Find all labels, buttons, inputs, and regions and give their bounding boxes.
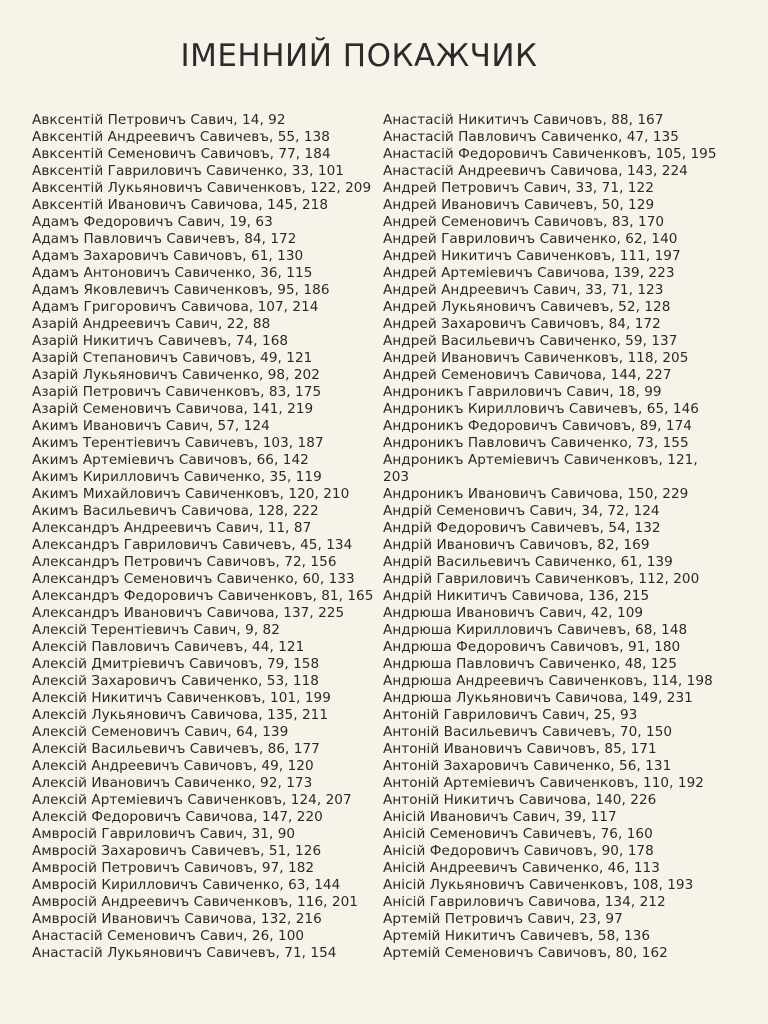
index-entry: Акимъ Михайловичъ Савиченковъ, 120, 210 — [32, 486, 350, 502]
index-entry: Андрюша Павловичъ Савиченко, 48, 125 — [383, 656, 677, 672]
index-entry: Алексій Семеновичъ Савич, 64, 139 — [32, 724, 289, 740]
index-entry: Анастасій Семеновичъ Савич, 26, 100 — [32, 928, 305, 944]
index-entry: Андрей Семеновичъ Савичова, 144, 227 — [383, 367, 672, 383]
index-entry: Андрей Васильевичъ Савиченко, 59, 137 — [383, 333, 678, 349]
index-entry: Амвросій Ивановичъ Савичова, 132, 216 — [32, 911, 322, 927]
index-entry: Андрей Петровичъ Савич, 33, 71, 122 — [383, 180, 654, 196]
index-entry: Акимъ Васильевичъ Савичова, 128, 222 — [32, 503, 319, 519]
index-entry: Андрей Артеміевичъ Савичова, 139, 223 — [383, 265, 675, 281]
index-entry: Алексій Лукьяновичъ Савичова, 135, 211 — [32, 707, 329, 723]
index-entry: Андрей Никитичъ Савиченковъ, 111, 197 — [383, 248, 681, 264]
index-entry: Азарій Петровичъ Савиченковъ, 83, 175 — [32, 384, 322, 400]
index-entry: Акимъ Артеміевичъ Савичовъ, 66, 142 — [32, 452, 309, 468]
index-entry: Азарій Никитичъ Савичевъ, 74, 168 — [32, 333, 289, 349]
page-title: ІМЕННИЙ ПОКАЖЧИК — [180, 38, 538, 74]
index-entry: Анісій Ивановичъ Савич, 39, 117 — [383, 809, 617, 825]
index-entry: Андрюша Кирилловичъ Савичевъ, 68, 148 — [383, 622, 688, 638]
index-entry: Андрій Федоровичъ Савичевъ, 54, 132 — [383, 520, 661, 536]
index-entry: Авксентій Семеновичъ Савичовъ, 77, 184 — [32, 146, 331, 162]
index-entry: Адамъ Яковлевичъ Савиченковъ, 95, 186 — [32, 282, 330, 298]
index-entry: Анастасій Лукьяновичъ Савичевъ, 71, 154 — [32, 945, 337, 961]
index-entry: Азарій Степановичъ Савичовъ, 49, 121 — [32, 350, 313, 366]
index-entry: Антоній Васильевичъ Савичевъ, 70, 150 — [383, 724, 673, 740]
index-entry: Амвросій Гавриловичъ Савич, 31, 90 — [32, 826, 296, 842]
index-entry: Акимъ Ивановичъ Савич, 57, 124 — [32, 418, 270, 434]
index-entry: Александръ Гавриловичъ Савичевъ, 45, 134 — [32, 537, 353, 553]
index-entry: Антоній Ивановичъ Савичовъ, 85, 171 — [383, 741, 657, 757]
index-entry: Андрій Ивановичъ Савичовъ, 82, 169 — [383, 537, 650, 553]
index-entry: Александръ Андреевичъ Савич, 11, 87 — [32, 520, 312, 536]
index-entry: Амвросій Кирилловичъ Савиченко, 63, 144 — [32, 877, 341, 893]
index-column-right — [383, 112, 728, 962]
index-entry: Андроникъ Павловичъ Савиченко, 73, 155 — [383, 435, 689, 451]
index-entry: Авксентій Андреевичъ Савичевъ, 55, 138 — [32, 129, 330, 145]
index-entry: Анісій Андреевичъ Савиченко, 46, 113 — [383, 860, 660, 876]
index-entry: Адамъ Григоровичъ Савичова, 107, 214 — [32, 299, 319, 315]
index-entry: Антоній Захаровичъ Савиченко, 56, 131 — [383, 758, 672, 774]
index-entry: Авксентій Петровичъ Савич, 14, 92 — [32, 112, 286, 128]
index-entry: Андроникъ Федоровичъ Савичовъ, 89, 174 — [383, 418, 692, 434]
index-entry: Алексій Артеміевичъ Савиченковъ, 124, 207 — [32, 792, 352, 808]
index-entry: Андрюша Андреевичъ Савиченковъ, 114, 198 — [383, 673, 713, 689]
index-entry: Андрій Семеновичъ Савич, 34, 72, 124 — [383, 503, 660, 519]
index-entry: Анісій Гавриловичъ Савичова, 134, 212 — [383, 894, 666, 910]
index-entry: Азарій Андреевичъ Савич, 22, 88 — [32, 316, 271, 332]
index-entry: Андроникъ Гавриловичъ Савич, 18, 99 — [383, 384, 662, 400]
index-entry: Акимъ Терентіевичъ Савичевъ, 103, 187 — [32, 435, 324, 451]
index-entry: Андрей Лукьяновичъ Савичевъ, 52, 128 — [383, 299, 671, 315]
index-entry: Андрей Ивановичъ Савиченковъ, 118, 205 — [383, 350, 689, 366]
index-entry: Анісій Лукьяновичъ Савиченковъ, 108, 193 — [383, 877, 694, 893]
index-entry: Амвросій Петровичъ Савичовъ, 97, 182 — [32, 860, 315, 876]
index-entry: Александръ Федоровичъ Савиченковъ, 81, 165 — [32, 588, 374, 604]
index-entry: Адамъ Павловичъ Савичевъ, 84, 172 — [32, 231, 297, 247]
index-column-left — [32, 112, 392, 962]
index-entry: Александръ Семеновичъ Савиченко, 60, 133 — [32, 571, 355, 587]
index-entry: Антоній Никитичъ Савичова, 140, 226 — [383, 792, 657, 808]
index-entry: Андроникъ Кирилловичъ Савичевъ, 65, 146 — [383, 401, 699, 417]
index-entry: Амвросій Андреевичъ Савиченковъ, 116, 201 — [32, 894, 358, 910]
index-entry: Александръ Ивановичъ Савичова, 137, 225 — [32, 605, 345, 621]
index-entry: Амвросій Захаровичъ Савичевъ, 51, 126 — [32, 843, 322, 859]
index-entry: Алексій Васильевичъ Савичевъ, 86, 177 — [32, 741, 320, 757]
index-entry: Андрей Захаровичъ Савичовъ, 84, 172 — [383, 316, 661, 332]
index-entry: Александръ Петровичъ Савичовъ, 72, 156 — [32, 554, 337, 570]
index-entry: Алексій Федоровичъ Савичова, 147, 220 — [32, 809, 323, 825]
index-entry: Адамъ Захаровичъ Савичовъ, 61, 130 — [32, 248, 304, 264]
index-entry: Андрій Васильевичъ Савиченко, 61, 139 — [383, 554, 673, 570]
index-entry: Артемій Семеновичъ Савичовъ, 80, 162 — [383, 945, 668, 961]
index-entry: Анастасій Павловичъ Савиченко, 47, 135 — [383, 129, 679, 145]
index-entry: Антоній Артеміевичъ Савиченковъ, 110, 192 — [383, 775, 704, 791]
index-entry: Анісій Федоровичъ Савичовъ, 90, 178 — [383, 843, 654, 859]
index-entry: Андрій Гавриловичъ Савиченковъ, 112, 200 — [383, 571, 700, 587]
index-entry: Анастасій Андреевичъ Савичова, 143, 224 — [383, 163, 688, 179]
index-entry: Алексій Захаровичъ Савиченко, 53, 118 — [32, 673, 319, 689]
index-entry: Андроникъ Артеміевичъ Савиченковъ, 121, 203 — [383, 452, 698, 485]
index-entry: Алексій Андреевичъ Савичовъ, 49, 120 — [32, 758, 314, 774]
index-entry: Анастасій Никитичъ Савичовъ, 88, 167 — [383, 112, 664, 128]
index-entry: Андрей Гавриловичъ Савиченко, 62, 140 — [383, 231, 678, 247]
index-entry: Андрюша Федоровичъ Савичовъ, 91, 180 — [383, 639, 681, 655]
index-entry: Алексій Терентіевичъ Савич, 9, 82 — [32, 622, 280, 638]
index-entry: Андрій Никитичъ Савичова, 136, 215 — [383, 588, 650, 604]
index-entry: Алексій Ивановичъ Савиченко, 92, 173 — [32, 775, 313, 791]
index-entry: Авксентій Лукьяновичъ Савиченковъ, 122, 209 — [32, 180, 372, 196]
index-entry: Алексій Павловичъ Савичевъ, 44, 121 — [32, 639, 305, 655]
index-entry: Авксентій Гавриловичъ Савиченко, 33, 101 — [32, 163, 345, 179]
index-entry: Азарій Лукьяновичъ Савиченко, 98, 202 — [32, 367, 320, 383]
index-entry: Андрей Семеновичъ Савичовъ, 83, 170 — [383, 214, 665, 230]
index-entry: Авксентій Ивановичъ Савичова, 145, 218 — [32, 197, 329, 213]
index-entry: Азарій Семеновичъ Савичова, 141, 219 — [32, 401, 314, 417]
index-entry: Алексій Никитичъ Савиченковъ, 101, 199 — [32, 690, 331, 706]
index-entry: Анастасій Федоровичъ Савиченковъ, 105, 195 — [383, 146, 717, 162]
index-entry: Антоній Гавриловичъ Савич, 25, 93 — [383, 707, 638, 723]
index-entry: Андрюша Ивановичъ Савич, 42, 109 — [383, 605, 644, 621]
index-entry: Анісій Семеновичъ Савичевъ, 76, 160 — [383, 826, 653, 842]
index-entry: Артемій Никитичъ Савичевъ, 58, 136 — [383, 928, 651, 944]
index-entry: Алексій Дмитріевичъ Савичовъ, 79, 158 — [32, 656, 320, 672]
index-entry: Андроникъ Ивановичъ Савичова, 150, 229 — [383, 486, 689, 502]
index-entry: Андрей Андреевичъ Савич, 33, 71, 123 — [383, 282, 664, 298]
index-entry: Адамъ Антоновичъ Савиченко, 36, 115 — [32, 265, 313, 281]
index-entry: Акимъ Кирилловичъ Савиченко, 35, 119 — [32, 469, 322, 485]
index-entry: Артемій Петровичъ Савич, 23, 97 — [383, 911, 623, 927]
index-entry: Андрюша Лукьяновичъ Савичова, 149, 231 — [383, 690, 693, 706]
index-entry: Адамъ Федоровичъ Савич, 19, 63 — [32, 214, 273, 230]
index-entry: Андрей Ивановичъ Савичевъ, 50, 129 — [383, 197, 655, 213]
